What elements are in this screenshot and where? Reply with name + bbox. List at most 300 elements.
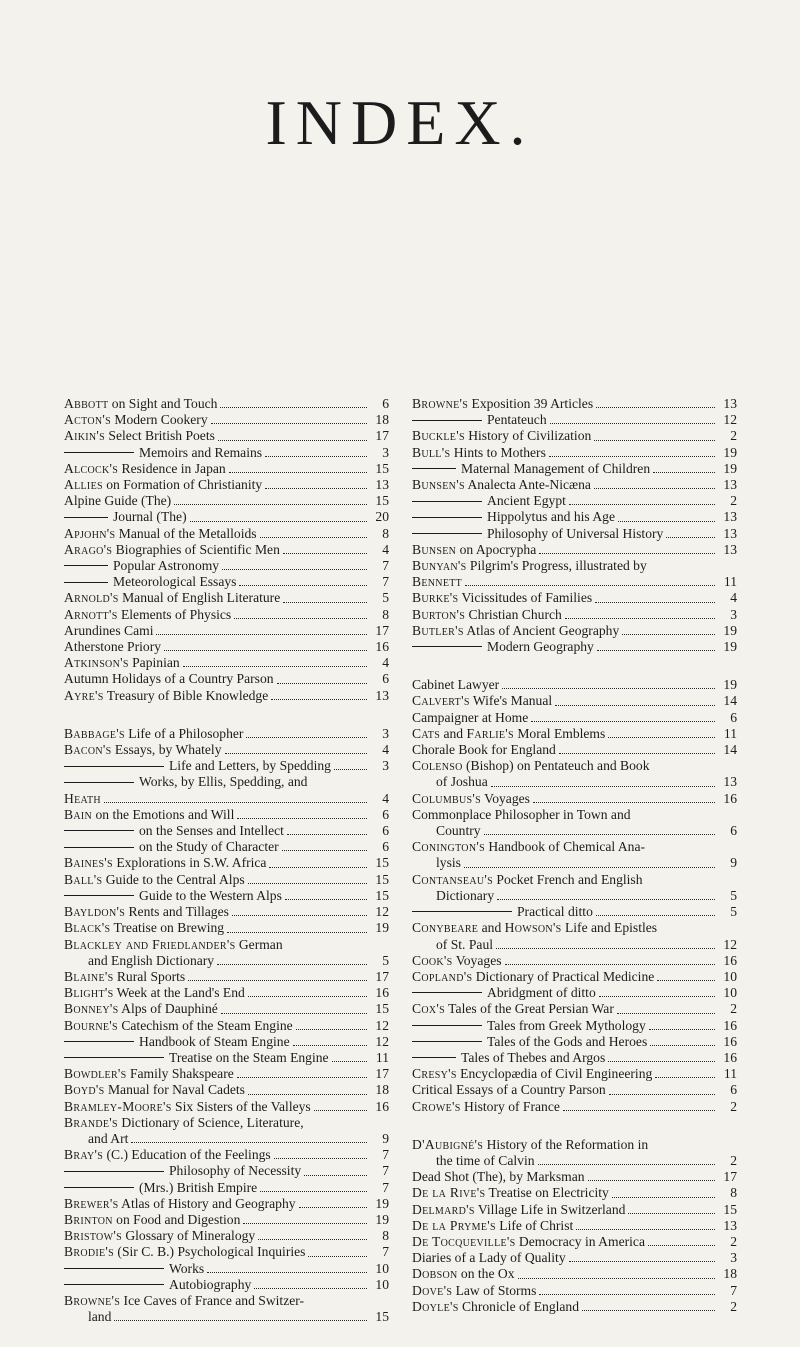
page-number: 4 (382, 790, 389, 806)
page-number: 8 (382, 606, 389, 622)
index-entry (412, 1234, 737, 1250)
entry-author: Bramley-Moore's (64, 1098, 172, 1114)
entry-subject: Six Sisters of the Valleys (171, 1098, 311, 1114)
index-entry (64, 1293, 389, 1309)
entry-subject: Dictionary of Science, Literature, (117, 1114, 304, 1130)
index-entry (412, 1050, 737, 1066)
entry-title (412, 477, 591, 493)
entry-author: Burton's (412, 606, 466, 622)
entry-subject: Rural Sports (113, 968, 186, 984)
entry-subject: Life and Epistles (561, 920, 658, 936)
entry-title (412, 1202, 625, 1218)
entry-title (64, 493, 171, 509)
entry-author: Ayre's (64, 687, 104, 703)
index-entry (64, 412, 389, 428)
entry-author: Allies (64, 477, 103, 493)
entry-author: Copland's (412, 968, 473, 984)
page-number: 19 (723, 622, 737, 638)
index-entry (64, 1212, 389, 1228)
dot-leader (248, 1094, 367, 1095)
entry-title (412, 1185, 609, 1201)
index-entry (412, 953, 737, 969)
dot-leader (265, 488, 367, 489)
entry-subject: History of France (460, 1098, 560, 1114)
dot-leader (271, 699, 367, 700)
index-entry (412, 937, 737, 953)
dot-leader (594, 440, 715, 441)
index-entry (64, 445, 389, 461)
entry-subject: Democracy in America (515, 1233, 645, 1249)
page-number: 7 (382, 1147, 389, 1163)
entry-author: Abbott (64, 396, 109, 411)
dot-leader (314, 1110, 367, 1111)
entry-subject: Biographies of Scientific Men (112, 541, 280, 557)
entry-title (64, 396, 217, 412)
index-entry (412, 872, 737, 888)
entry-author: D'Aubigné's (412, 1136, 484, 1152)
entry-title (64, 742, 222, 758)
ditto-dash (64, 766, 164, 767)
dot-leader (299, 1207, 367, 1208)
page-number: 15 (375, 1001, 389, 1017)
page-number: 11 (723, 1066, 737, 1082)
entry-subject: of St. Paul (436, 936, 494, 952)
page-number: 16 (375, 985, 389, 1001)
dot-leader (190, 521, 367, 522)
entry-author: Buckle's (412, 428, 465, 444)
dot-leader (232, 915, 367, 916)
entry-subject: Manual for Naval Cadets (104, 1082, 245, 1098)
index-entry (412, 526, 737, 542)
page-number: 8 (382, 1228, 389, 1244)
page-title: INDEX. (265, 87, 535, 158)
entry-subject: Dictionary of Practical Medicine (472, 968, 655, 984)
page-number: 5 (730, 904, 737, 920)
index-entry (64, 1261, 389, 1277)
dot-leader (164, 650, 367, 651)
dot-leader (594, 488, 715, 489)
entry-subject: on Apocrypha (456, 541, 537, 557)
index-entry (64, 1115, 389, 1131)
page-number: 2 (730, 1152, 737, 1168)
dot-leader (104, 802, 367, 803)
entry-title (64, 412, 208, 428)
page-number: 13 (375, 687, 389, 703)
index-entry (412, 904, 737, 920)
index-entry (64, 937, 389, 953)
entry-author: Arago's (64, 541, 113, 557)
dot-leader (237, 818, 367, 819)
index-entry (64, 1309, 389, 1325)
index-entry (412, 1250, 737, 1266)
index-entry (412, 1099, 737, 1115)
entry-author: Heath (64, 790, 101, 806)
dot-leader (608, 737, 715, 738)
entry-author: Dobson (412, 1266, 458, 1282)
dot-leader (183, 666, 367, 667)
ditto-dash (412, 1041, 482, 1042)
entry-author: Alcock's (64, 460, 119, 476)
ditto-dash (64, 1041, 134, 1042)
entry-subject: and (440, 725, 467, 741)
page-number: 2 (730, 1298, 737, 1314)
ditto-dash (412, 468, 456, 469)
entry-title (64, 1001, 218, 1017)
entry-author: Browne's (64, 1292, 121, 1308)
index-entry (412, 639, 737, 655)
page-number: 18 (723, 1266, 737, 1282)
dot-leader (277, 683, 367, 684)
page-number: 12 (375, 1017, 389, 1033)
index-entry (64, 1018, 389, 1034)
entry-author: Arnott's (64, 606, 118, 622)
entry-subject: Works, by Ellis, Spedding, and (139, 774, 308, 790)
entry-subject: Treatise on the Steam Engine (169, 1049, 329, 1065)
index-entry (64, 855, 389, 871)
page-number: 14 (723, 742, 737, 758)
page-number: 12 (723, 412, 737, 428)
dot-leader (239, 585, 367, 586)
entry-title (64, 1131, 128, 1147)
index-entry (64, 985, 389, 1001)
entry-subject: Abridgment of ditto (487, 985, 596, 1001)
page-number: 16 (723, 952, 737, 968)
entry-subject: (Mrs.) British Empire (139, 1179, 258, 1195)
entry-subject: Pentateuch (487, 412, 547, 428)
entry-subject: of Joshua (436, 774, 488, 790)
index-entry (412, 1001, 737, 1017)
entry-title (412, 1266, 515, 1282)
index-entry (412, 985, 737, 1001)
entry-subject: Hints to Mothers (450, 444, 546, 460)
entry-subject: and English Dictionary (88, 952, 215, 968)
page-number: 19 (375, 1195, 389, 1211)
entry-title (64, 428, 215, 444)
entry-title (64, 758, 331, 774)
entry-title (64, 526, 257, 542)
entry-author: Colenso (412, 758, 463, 774)
dot-leader (260, 537, 367, 538)
entry-author: Acton's (64, 412, 111, 428)
dot-leader (237, 1077, 367, 1078)
entry-author: Conybeare (412, 920, 479, 936)
entry-title (64, 590, 280, 606)
page-number: 2 (730, 1233, 737, 1249)
entry-author: Blight's (64, 985, 114, 1001)
entry-subject: Handbook of Chemical Ana- (484, 839, 646, 855)
page-number: 12 (723, 936, 737, 952)
index-entry (412, 1299, 737, 1315)
entry-title (64, 953, 214, 969)
index-group (64, 726, 389, 1326)
entry-title (64, 542, 280, 558)
page-number: 10 (723, 968, 737, 984)
entry-title (64, 807, 234, 823)
dot-leader (608, 1061, 715, 1062)
index-entry (412, 1283, 737, 1299)
entry-title (412, 1001, 614, 1017)
entry-subject: Village Life in Switzerland (474, 1201, 626, 1217)
page-number: 12 (375, 1033, 389, 1049)
page-number: 15 (375, 493, 389, 509)
entry-author: Conington's (412, 839, 485, 855)
page-number: 5 (382, 952, 389, 968)
index-entry (412, 590, 737, 606)
ditto-dash (64, 895, 134, 896)
entry-title (64, 1180, 257, 1196)
entry-subject: Exposition 39 Articles (468, 396, 594, 411)
dot-leader (657, 980, 715, 981)
index-entry (412, 428, 737, 444)
entry-subject: Atlas of Ancient Geography (463, 622, 620, 638)
index-entry (412, 445, 737, 461)
right-column (412, 396, 737, 1337)
entry-subject: on the Emotions and Will (92, 806, 235, 822)
page-number: 16 (375, 639, 389, 655)
entry-author: Babbage's (64, 725, 125, 741)
entry-title (412, 904, 593, 920)
index-entry (64, 1244, 389, 1260)
index-entry (412, 888, 737, 904)
index-entry (412, 1066, 737, 1082)
entry-author: Blackley and Friedlander's (64, 936, 236, 952)
entry-title (64, 688, 268, 704)
entry-title (64, 985, 245, 1001)
page-number: 19 (723, 639, 737, 655)
page-number: 7 (382, 574, 389, 590)
entry-author: Delmard's (412, 1201, 475, 1217)
page-number: 7 (382, 1244, 389, 1260)
entry-subject: Dictionary (436, 887, 495, 903)
page-number: 7 (730, 1282, 737, 1298)
index-entry (64, 1050, 389, 1066)
page-number: 10 (723, 985, 737, 1001)
ditto-dash (412, 533, 482, 534)
index-entry (412, 726, 737, 742)
ditto-dash (64, 1187, 134, 1188)
entry-subject: Country (436, 823, 481, 839)
page-number: 13 (723, 541, 737, 557)
entry-subject: on Formation of Christianity (102, 477, 263, 493)
page-number: 11 (723, 725, 737, 741)
index-entry (412, 477, 737, 493)
page-number: 4 (382, 541, 389, 557)
entry-title (412, 855, 461, 871)
entry-title (64, 888, 282, 904)
entry-author: Blaine's (64, 968, 114, 984)
entry-subject: (C.) Education of the Feelings (103, 1147, 271, 1163)
page-number: 11 (723, 574, 737, 590)
entry-subject: Family Shakspeare (126, 1066, 234, 1082)
index-group (412, 1137, 737, 1315)
ditto-dash (64, 830, 134, 831)
entry-title (64, 1244, 305, 1260)
entry-title (412, 607, 562, 623)
entry-author: Bristow's (64, 1228, 122, 1244)
index-entry (64, 888, 389, 904)
index-entry (64, 509, 389, 525)
ditto-dash (64, 452, 134, 453)
index-entry (64, 623, 389, 639)
entry-author: Cox's (412, 1001, 446, 1017)
ditto-dash (64, 1057, 164, 1058)
entry-author: Aikin's (64, 428, 106, 444)
entry-title (64, 1293, 304, 1309)
page-number: 15 (375, 460, 389, 476)
entry-subject: Residence in Japan (118, 460, 226, 476)
index-entry (64, 461, 389, 477)
entry-subject: Vicissitudes of Families (458, 590, 593, 606)
entry-title (412, 1050, 605, 1066)
entry-author: Browne's (412, 396, 469, 411)
index-group (412, 677, 737, 1114)
entry-title (412, 937, 493, 953)
dot-leader (217, 964, 367, 965)
ditto-dash (412, 501, 482, 502)
page-number: 20 (375, 509, 389, 525)
page-number: 19 (375, 1211, 389, 1227)
page-number: 6 (730, 1082, 737, 1098)
index-entry (412, 574, 737, 590)
entry-title (64, 872, 245, 888)
page-number: 16 (723, 1033, 737, 1049)
page-number: 2 (730, 428, 737, 444)
index-entry (64, 1001, 389, 1017)
entry-title (412, 1250, 566, 1266)
page-number: 10 (375, 1276, 389, 1292)
dot-leader (248, 883, 367, 884)
index-entry (64, 1228, 389, 1244)
entry-author: Contanseau's (412, 871, 493, 887)
entry-subject: Moral Emblems (513, 725, 606, 741)
entry-subject: Commonplace Philosopher in Town and (412, 806, 631, 822)
page-number: 3 (382, 725, 389, 741)
dot-leader (597, 650, 715, 651)
entry-title (412, 920, 657, 936)
dot-leader (131, 1142, 367, 1143)
entry-author: Bayldon's (64, 904, 126, 920)
page-number: 3 (730, 606, 737, 622)
entry-subject: Law of Storms (452, 1282, 537, 1298)
page-number: 13 (723, 525, 737, 541)
entry-subject: History of Civilization (464, 428, 592, 444)
dot-leader (308, 1256, 367, 1257)
entry-subject: Meteorological Essays (113, 574, 237, 590)
dot-leader (569, 504, 715, 505)
ditto-dash (64, 1284, 164, 1285)
page-number: 18 (375, 412, 389, 428)
ditto-dash (64, 582, 108, 583)
ditto-dash (412, 420, 482, 421)
index-entry (412, 839, 737, 855)
index-entry (412, 1034, 737, 1050)
page-number: 6 (382, 823, 389, 839)
entry-title (412, 412, 547, 428)
entry-title (412, 1137, 648, 1153)
entry-title (412, 590, 592, 606)
entry-author: Ball's (64, 871, 103, 887)
entry-subject: Alpine Guide (The) (64, 493, 172, 509)
entry-subject: (Sir C. B.) Psychological Inquiries (114, 1244, 306, 1260)
dot-leader (559, 753, 715, 754)
entry-title (64, 1018, 293, 1034)
ditto-dash (64, 1268, 164, 1269)
entry-subject: Atherstone Priory (64, 639, 162, 655)
entry-author: Bull's (412, 444, 451, 460)
dot-leader (505, 964, 715, 965)
page-number: 19 (723, 444, 737, 460)
page-number: 16 (375, 1098, 389, 1114)
dot-leader (617, 1013, 715, 1014)
entry-title (64, 574, 236, 590)
entry-title (412, 1169, 585, 1185)
dot-leader (283, 602, 367, 603)
page-number: 5 (730, 887, 737, 903)
ditto-dash (64, 1171, 164, 1172)
entry-title (412, 428, 591, 444)
dot-leader (628, 1213, 715, 1214)
page-number: 3 (382, 444, 389, 460)
entry-subject: Wife's Manual (469, 693, 553, 709)
entry-author: De la Pryme's (412, 1217, 496, 1233)
entry-subject: Glossary of Mineralogy (121, 1228, 256, 1244)
index-entry (64, 590, 389, 606)
entry-author: Howson's (504, 920, 562, 936)
dot-leader (539, 553, 715, 554)
index-entry (64, 839, 389, 855)
entry-subject: Tales of the Gods and Heroes (487, 1033, 648, 1049)
dot-leader (484, 834, 715, 835)
entry-subject: Practical ditto (517, 904, 593, 920)
dot-leader (332, 1061, 367, 1062)
page-number: 19 (723, 677, 737, 693)
dot-leader (502, 688, 715, 689)
page-number: 3 (382, 758, 389, 774)
dot-leader (221, 1013, 367, 1014)
entry-title (412, 823, 481, 839)
dot-leader (248, 996, 367, 997)
dot-leader (220, 407, 367, 408)
dot-leader (555, 705, 715, 706)
entry-subject: Autumn Holidays of a Country Parson (64, 671, 274, 687)
dot-leader (582, 1310, 715, 1311)
dot-leader (296, 1029, 367, 1030)
entry-author: De Tocqueville's (412, 1233, 516, 1249)
dot-leader (565, 618, 715, 619)
entry-title (412, 758, 650, 774)
entry-subject: German (235, 936, 283, 952)
entry-subject: Pocket French and English (493, 871, 643, 887)
page-number: 15 (375, 887, 389, 903)
page-number: 13 (723, 396, 737, 411)
dot-leader (114, 1320, 367, 1321)
page-number: 7 (382, 558, 389, 574)
ditto-dash (412, 1025, 482, 1026)
entry-subject: Tales of Thebes and Argos (461, 1049, 606, 1065)
entry-author: Bunsen's (412, 477, 465, 493)
dot-leader (260, 1191, 367, 1192)
index-entry (64, 574, 389, 590)
dot-leader (550, 423, 715, 424)
index-entry (64, 807, 389, 823)
dot-leader (334, 769, 367, 770)
entry-subject: Alps of Dauphiné (118, 1001, 218, 1017)
dot-leader (243, 1223, 367, 1224)
entry-author: Black's (64, 920, 111, 936)
entry-author: Brodie's (64, 1244, 115, 1260)
dot-leader (282, 850, 367, 851)
page-number: 13 (723, 774, 737, 790)
